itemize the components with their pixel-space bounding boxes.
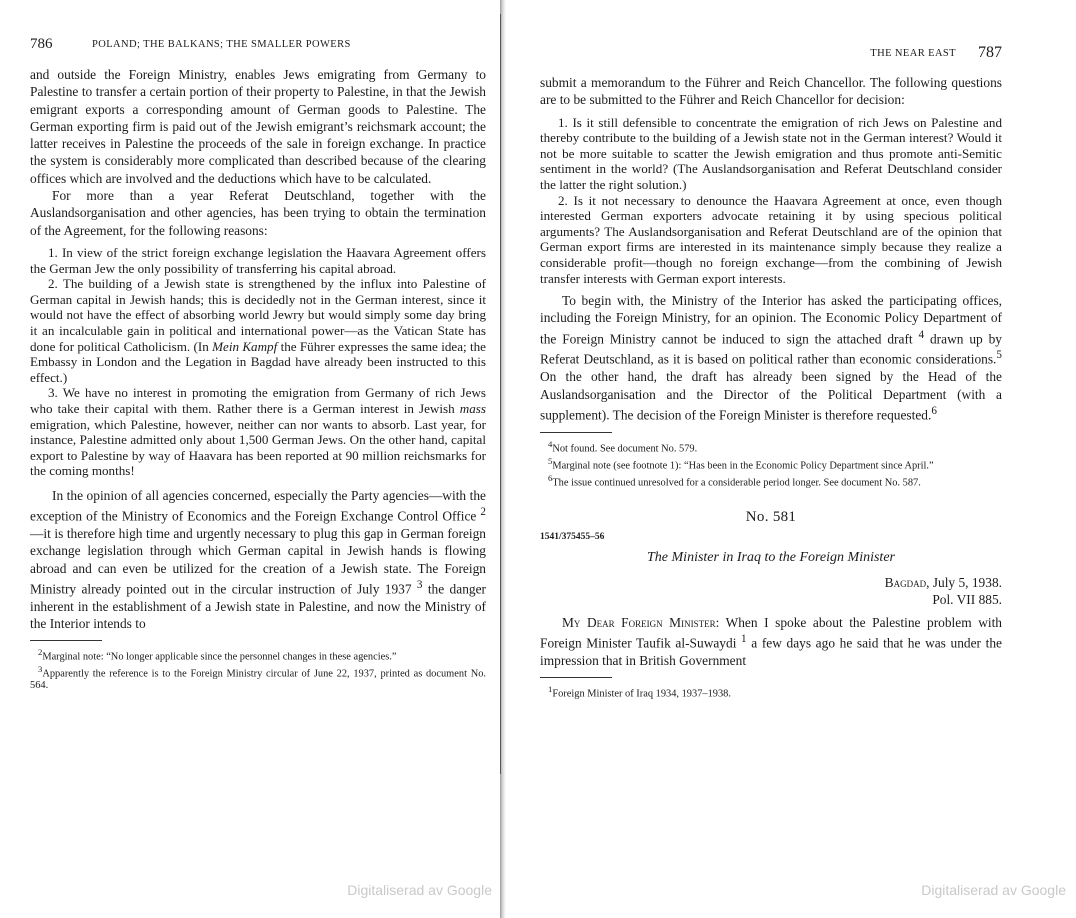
footnote-ref-4[interactable]: 4 [918,328,925,341]
footnote-3: $^3$Apparently the reference is to the Foreign Ministry circular of June 22, 1937, printed as document No. 564. [30,664,486,692]
gutter-line [500,14,501,774]
reason-1: 1. In view of the strict foreign exchange legislation the Haavara Agreement offers the German Jew the only possibility of transferring his capital abroad. [30,244,486,276]
footnote-5: $^5$Marginal note (see footnote 1): “Has been in the Economic Policy Department since April.” [548,455,934,472]
left-running-head: POLAND; THE BALKANS; THE SMALLER POWERS [92,39,351,50]
right-footnotes-2 [540,684,1002,700]
left-paragraph-2: For more than a year Referat Deutschland, together with the Auslandsorganisation and other agencies, has been trying to obtain the termination of the Agreement, for the following reasons: [30,188,486,238]
footnote-divider [540,432,612,433]
reason-3: 3. We have no interest in promoting the emigration from Germany of rich Jews who take their capital with them. Rather there is a German interest in Jewish mass emigration, which Palestine, however, neither can nor wants to absorb. Last year, for instance, Palestine admitted only about 1,500 German Jews. On the other hand, capital export to Palestine by way of Haavara has been reported at 90 million reichsmarks for the coming months! [30,385,486,479]
file-number: 1541/375455–56 [540,531,605,542]
footnote-divider [30,640,102,641]
question-2: 2. Is it not necessary to denounce the Haavara Agreement at once, even though interested German exporters advocate retaining it by using specious political arguments? The Auslandsorganisation and Referat Deutschland are of the opinion that German export firms are interested in its maintenance simply because they realize a considerable profit—though no foreign exchange—from the combining of Jewish transfer interests with German export interests. [540,192,1002,286]
date: July 5, 1938. [929,574,1002,590]
question-1: 1. Is it still defensible to concentrate the emigration of rich Jews on Palestine and thereby contribute to the building of a Jewish state not in the German interest? Would it not be more suitable to scatter the Jewish emigration and thus promote anti-Semitic sentiment in the world? (The Auslandsorganisation and Referat Deutschland consider the latter the right solution.) [540,114,1002,192]
reference-number: Pol. VII 885. [932,591,1002,607]
left-paragraph-1: and outside the Foreign Ministry, enables Jews emigrating from Germany to Palestine to transfer a certain portion of their property to Palestine, in that the Jewish emigrant exports a corresponding amount of German goods to Palestine. The German exporting firm is paid out of the Jewish emigrant’s reichsmark account; the latter receives in Palestine the proceeds of the sale in foreign exchange. In practice the system is considerably more complicated than described because of the clearing offices which are involved and the deductions which have to be calculated. [30,67,486,186]
letter-body [540,614,1002,669]
left-page [0,0,500,918]
right-page-number: 787 [978,44,1002,61]
left-page-number: 786 [30,36,53,52]
reason-2: 2. The building of a Jewish state is strengthened by the influx into Palestine of German capital in Jewish hands; this is decidedly not in the German interest, since it would not have the effect of absorbing world Jewry but would simply some day bring it an incalculable gain in political and international power—as the Vatican State has done for political Catholicism. (In Mein Kampf the Führer expresses the same idea; the Embassy in London and the Legation in Bagdad have already been instructed to this effect.) [30,276,486,385]
right-paragraph-2: To begin with, the Ministry of the Interior has asked the participating offices, including the Foreign Ministry, for an opinion. The Economic Policy Department of the Foreign Ministry cannot be induced to sign the attached draft $^4$ drawn up by Referat Deutschland, as it is based on political rather than economic considerations.$^5$ On the other hand, the draft has already been signed by the Head of the Auslandsorganisation and the Director of the Political Department (with a supplement). The decision of the Foreign Minister is therefore requested.$^6$ [540,293,1002,423]
left-watermark: Digitaliserad av Google [347,882,492,898]
footnote-ref-3[interactable]: 3 [416,578,423,591]
document-number: No. 581 [745,508,797,525]
footnote-6: $^6$The issue continued unresolved for a considerable period longer. See document No. 587. [548,472,921,489]
right-page [506,0,1076,918]
left-footnotes [30,647,486,692]
right-watermark: Digitaliserad av Google [921,882,1066,898]
footnote-1: $^1$Foreign Minister of Iraq 1934, 1937–1938. [548,684,731,700]
emphasis-mass: mass [459,400,486,416]
footnote-ref-6[interactable]: 6 [931,404,937,417]
footnote-ref-1[interactable]: 1 [741,633,747,646]
left-reasons-list [30,245,486,479]
footnote-2: $^2$Marginal note: “No longer applicable since the personnel changes in these agencies.” [38,647,397,663]
footnote-ref-5[interactable]: 5 [996,349,1002,362]
book-title: Mein Kampf [212,338,278,354]
footnote-divider [540,677,612,678]
right-running-head: THE NEAR EAST [870,48,956,59]
date-place: Bagdad, [884,574,930,590]
salutation: My Dear Foreign Minister: [562,614,720,630]
left-body-2 [30,487,486,632]
date-line [540,574,1002,591]
right-page-header [540,44,1002,66]
letter-paragraph: My Dear Foreign Minister: When I spoke about the Palestine problem with Foreign Minister Taufik al-Suwaydi $^1$ a few days ago he said that he was under the impression that in British Government [540,614,1002,668]
left-paragraph-3: In the opinion of all agencies concerned, especially the Party agencies—with the exception of the Ministry of Economics and the Foreign Exchange Control Office $^2$—it is therefore high time and urgently necessary to plug this gap in German foreign exchange legislation through which German capital in Jewish hands is flowing abroad and can even be utilized for the creation of a Jewish state. The Foreign Ministry already pointed out in the circular instruction of July 1937 $^3$ the danger inherent in the establishment of a Jewish state in Palestine, and now the Ministry of the Interior intends to [30,487,486,631]
document-title: The Minister in Iraq to the Foreign Minister [647,549,895,565]
questions-list [540,115,1002,287]
left-body [30,66,486,239]
right-paragraph-1: submit a memorandum to the Führer and Reich Chancellor. The following questions are to be submitted to the Führer and Reich Chancellor for decision: [540,75,1002,108]
right-body-2 [540,292,1002,423]
footnote-4: $^4$Not found. See document No. 579. [548,438,698,455]
footnote-ref-2[interactable]: 2 [480,506,486,519]
right-body [540,74,1002,109]
left-page-header [30,36,486,58]
right-footnotes [540,439,1002,489]
dateline [540,574,1002,608]
